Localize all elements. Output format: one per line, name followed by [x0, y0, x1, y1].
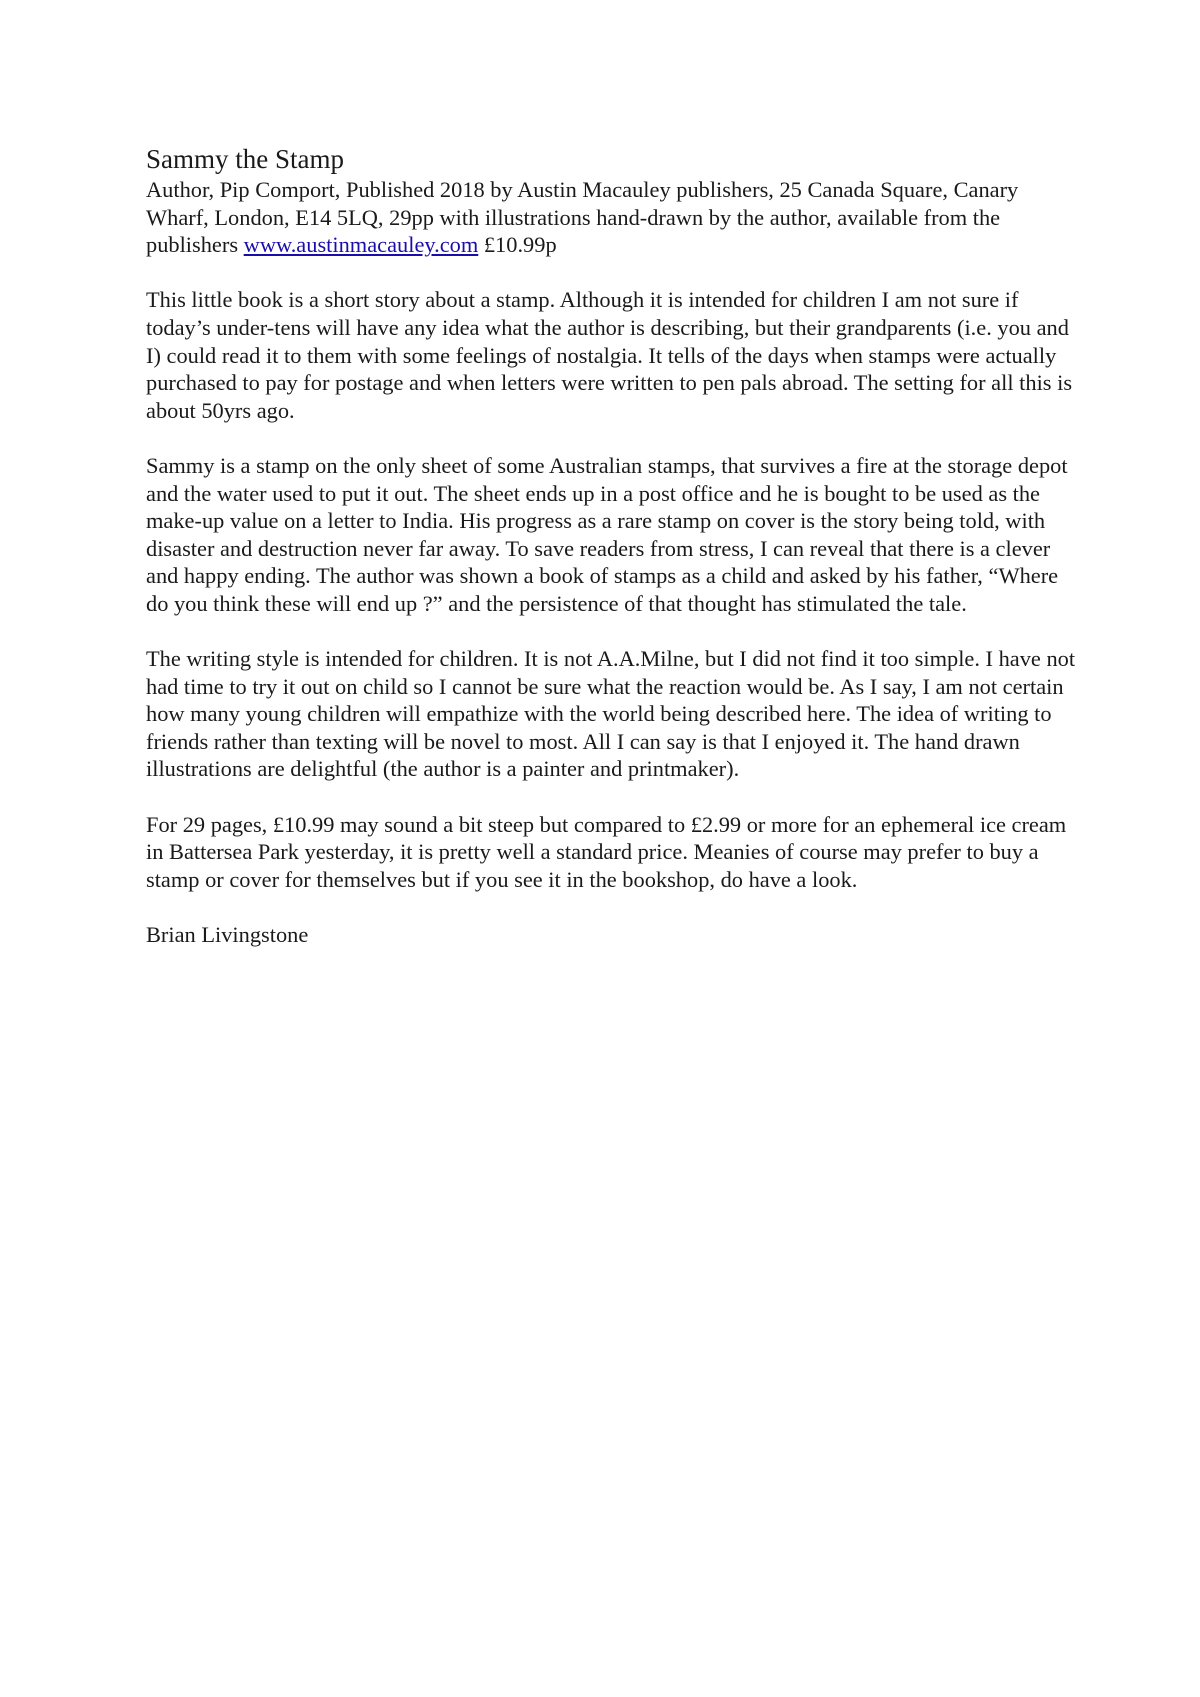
- review-paragraph-4: For 29 pages, £10.99 may sound a bit steep but compared to £2.99 or more for an ephemeral ice cream in Battersea Park yesterday, it is pretty well a standard price. Meanies of course may prefer to buy a stamp or cover for themselves but if you see it in the bookshop, do have a look.: [146, 811, 1067, 892]
- review-paragraph-2: Sammy is a stamp on the only sheet of some Australian stamps, that survives a fire at the storage depot and the water used to put it out. The sheet ends up in a post office and he is bought to be used as the make-up value on a letter to India. His progress as a rare stamp on cover is the story being told, with disaster and destruction never far away. To save readers from stress, I can reveal that there is a clever and happy ending. The author was shown a book of stamps as a child and asked by his father, “Where do you think these will end up ?” and the persistence of that thought has stimulated the tale.: [146, 452, 1068, 616]
- byline-text: Author, Pip Comport, Published 2018 by Austin Macauley publishers, 25 Canada Square, Canary Wharf, London, E14 5LQ, 29pp with illustrations hand-drawn by the author, available from the publishers: [146, 177, 1019, 258]
- review-title: Sammy the Stamp: [146, 144, 344, 174]
- review-paragraph-1: This little book is a short story about a stamp. Although it is intended for children I am not sure if today’s under-tens will have any idea what the author is describing, but their grandparents (i.e. you and I) could read it to them with some feelings of nostalgia. It tells of the days when stamps were actually purchased to pay for postage and when letters were written to pen pals abroad. The setting for all this is about 50yrs ago.: [146, 287, 1073, 423]
- book-byline: [146, 176, 1076, 259]
- review-content: [146, 142, 1076, 949]
- byline-price: £10.99p: [478, 232, 557, 258]
- review-paragraph-3: The writing style is intended for children. It is not A.A.Milne, but I did not find it too simple. I have not had time to try it out on child so I cannot be sure what the reaction would be. As I say, I am not certain how many young children will empathize with the world being described here. The idea of writing to friends rather than texting will be novel to most. All I can say is that I enjoyed it. The hand drawn illustrations are delightful (the author is a painter and printmaker).: [146, 646, 1076, 782]
- publisher-link[interactable]: www.austinmacauley.com: [243, 232, 479, 258]
- reviewer-signature: Brian Livingstone: [146, 922, 309, 948]
